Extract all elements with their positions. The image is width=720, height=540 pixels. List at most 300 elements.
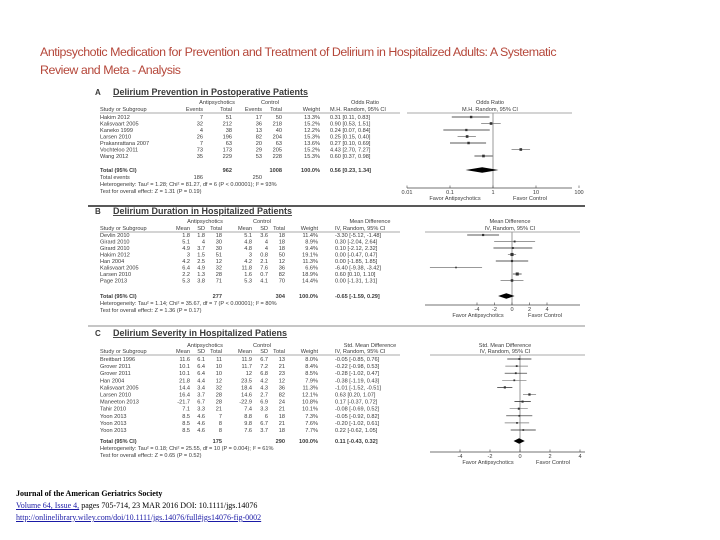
total-label: Total (95% CI) bbox=[100, 294, 137, 300]
study-cell: 70 bbox=[278, 278, 285, 285]
column-header: Total bbox=[270, 107, 282, 113]
column-header: SD bbox=[260, 226, 268, 232]
axis-tick-label: 0 bbox=[518, 454, 522, 460]
study-weight: 11.4% bbox=[302, 233, 318, 239]
study-cell: 4.8 bbox=[244, 239, 252, 246]
study-cell: 35 bbox=[196, 154, 203, 160]
axis-tick-label: 100 bbox=[574, 190, 584, 196]
study-cell: 6.7 bbox=[260, 357, 268, 363]
column-header-weight: Weight bbox=[302, 107, 320, 113]
panel-title: Delirium Duration in Hospitalized Patients bbox=[113, 206, 293, 216]
group-header: Control bbox=[252, 219, 272, 225]
study-weight: 7.9% bbox=[305, 378, 318, 385]
study-ci: 0.00 [-1.31, 1.31] bbox=[335, 278, 378, 285]
column-header: Events bbox=[244, 107, 262, 113]
study-row bbox=[100, 371, 527, 377]
study-cell: 4.2 bbox=[182, 259, 190, 265]
column-header: Mean bbox=[176, 226, 190, 232]
study-cell: 10 bbox=[215, 364, 222, 371]
study-cell: 6.9 bbox=[260, 399, 268, 406]
column-header-ci: IV, Random, 95% CI bbox=[335, 349, 386, 355]
study-ci: 0.60 [0.10, 1.10] bbox=[335, 272, 376, 278]
axis-tick-label: -4 bbox=[474, 307, 480, 313]
study-ci: -0.05 [-0.85, 0.76] bbox=[335, 357, 380, 363]
axis-tick-label: 4 bbox=[545, 307, 549, 313]
study-cell: 82 bbox=[278, 272, 285, 278]
study-ci: -3.30 [-5.12, -1.48] bbox=[335, 233, 382, 239]
study-weight: 15.3% bbox=[304, 154, 320, 160]
study-cell: 23.5 bbox=[241, 378, 252, 385]
study-cell: 7.1 bbox=[182, 406, 190, 413]
panel-letter: A bbox=[95, 88, 101, 97]
column-header-weight: Weight bbox=[300, 349, 318, 355]
study-row bbox=[100, 128, 490, 134]
study-name: Maneeton 2013 bbox=[100, 399, 139, 406]
point-estimate bbox=[518, 415, 520, 417]
study-name: Prakanrattana 2007 bbox=[100, 141, 150, 147]
study-cell: 8.5 bbox=[182, 413, 190, 420]
favor-right-label: Favor Control bbox=[528, 313, 562, 319]
study-name: Page 2013 bbox=[100, 278, 128, 285]
journal-name: Journal of the American Geriatrics Society bbox=[16, 489, 163, 498]
study-cell: 4 bbox=[201, 239, 205, 246]
study-name: Kalisvaart 2005 bbox=[100, 265, 139, 272]
group-header: Mean Difference bbox=[489, 219, 531, 225]
total-ci: 0.56 [0.23, 1.34] bbox=[330, 168, 372, 174]
column-header: Total bbox=[273, 349, 285, 355]
total-ci: -0.65 [-1.59, 0.29] bbox=[335, 294, 380, 300]
point-estimate bbox=[470, 116, 472, 118]
plot-header-ci: IV, Random, 95% CI bbox=[479, 349, 531, 355]
favor-right-label: Favor Control bbox=[513, 196, 547, 202]
study-ci: 0.25 [0.15, 0.40] bbox=[330, 134, 371, 141]
study-weight: 19.1% bbox=[302, 252, 318, 259]
study-cell: 4 bbox=[264, 239, 268, 246]
total-cell: 277 bbox=[212, 294, 222, 300]
study-row bbox=[100, 122, 501, 128]
study-cell: 8 bbox=[218, 420, 222, 427]
study-cell: 13 bbox=[255, 128, 262, 134]
study-cell: 73 bbox=[196, 147, 203, 154]
study-cell: 228 bbox=[272, 154, 282, 160]
study-cell: 173 bbox=[222, 147, 232, 154]
study-cell: 3 bbox=[186, 252, 190, 259]
study-weight: 8.4% bbox=[305, 364, 318, 371]
study-ci: -0.08 [-0.69, 0.52] bbox=[335, 406, 380, 413]
study-cell: 32 bbox=[215, 385, 222, 392]
study-cell: 32 bbox=[196, 121, 203, 128]
favor-left-label: Favor Antipsychotics bbox=[452, 313, 504, 319]
panel-title: Delirium Severity in Hospitalized Patiens bbox=[113, 328, 288, 338]
forest-panel-c bbox=[95, 328, 585, 466]
study-cell: 21 bbox=[215, 406, 222, 413]
study-weight: 7.3% bbox=[305, 413, 318, 420]
study-weight: 13.6% bbox=[304, 141, 320, 147]
study-cell: 10.1 bbox=[179, 371, 190, 378]
study-name: Han 2004 bbox=[100, 259, 125, 265]
group-header: Std. Mean Difference bbox=[343, 343, 397, 349]
study-row bbox=[100, 421, 529, 427]
study-ci: -0.05 [-0.92, 0.82] bbox=[335, 413, 380, 420]
study-cell: 4.1 bbox=[260, 278, 268, 285]
point-estimate bbox=[516, 272, 519, 275]
study-row bbox=[100, 357, 531, 363]
study-cell: 5.3 bbox=[182, 278, 190, 285]
study-cell: 21 bbox=[278, 420, 285, 427]
study-cell: 32 bbox=[215, 265, 222, 272]
study-cell: 51 bbox=[215, 252, 222, 259]
point-estimate bbox=[522, 401, 524, 403]
point-estimate bbox=[482, 234, 484, 236]
study-cell: 3.7 bbox=[260, 428, 268, 434]
study-cell: 1.8 bbox=[182, 233, 190, 239]
study-cell: 1.6 bbox=[244, 272, 252, 278]
point-estimate bbox=[528, 393, 530, 395]
axis-tick-label: 0.1 bbox=[446, 190, 454, 196]
study-cell: 12 bbox=[278, 378, 285, 385]
favor-left-label: Favor Antipsychotics bbox=[462, 460, 514, 466]
point-estimate bbox=[515, 372, 517, 374]
study-cell: 10.1 bbox=[179, 364, 190, 371]
point-estimate bbox=[504, 386, 506, 388]
study-weight: 7.7% bbox=[305, 428, 318, 434]
figure-url-link[interactable]: http://onlinelibrary.wiley.com/doi/10.1111/jgs.14076/full#jgs14076-fig-0002 bbox=[16, 513, 262, 522]
study-weight: 9.4% bbox=[305, 246, 318, 252]
volume-issue-link[interactable]: Volume 64, Issue 4, bbox=[16, 501, 80, 510]
study-row bbox=[100, 385, 512, 391]
study-row bbox=[100, 115, 490, 121]
study-cell: 17 bbox=[255, 115, 262, 121]
study-cell: 11.7 bbox=[241, 364, 252, 371]
study-name: Vochteloo 2011 bbox=[100, 147, 139, 154]
study-cell: 218 bbox=[272, 121, 282, 128]
study-cell: 2.2 bbox=[182, 272, 190, 278]
study-ci: 0.00 [-0.47, 0.47] bbox=[335, 252, 378, 259]
study-cell: 3.8 bbox=[197, 278, 205, 285]
column-header: SD bbox=[260, 349, 268, 355]
total-events-label: Total events bbox=[100, 175, 130, 181]
study-cell: 229 bbox=[222, 154, 232, 160]
study-name: Han 2004 bbox=[100, 378, 125, 385]
study-cell: 4.6 bbox=[197, 428, 205, 434]
column-header: Total bbox=[210, 226, 222, 232]
study-cell: 6.1 bbox=[197, 357, 205, 363]
column-header-ci: IV, Random, 95% CI bbox=[335, 226, 386, 232]
column-header: SD bbox=[197, 349, 205, 355]
group-header: Antipsychotics bbox=[187, 343, 223, 349]
study-cell: 82 bbox=[278, 392, 285, 399]
study-cell: 21 bbox=[278, 406, 285, 413]
study-ci: 0.27 [0.10, 0.69] bbox=[330, 141, 371, 147]
study-cell: 212 bbox=[222, 121, 232, 128]
column-header: Total bbox=[273, 226, 285, 232]
group-header: Antipsychotics bbox=[199, 100, 235, 106]
study-cell: 28 bbox=[215, 399, 222, 406]
study-ci: 0.90 [0.53, 1.51] bbox=[330, 121, 371, 128]
point-estimate bbox=[465, 129, 467, 131]
axis-tick-label: -4 bbox=[457, 454, 463, 460]
study-cell: 6.7 bbox=[260, 420, 268, 427]
study-name: Yoon 2013 bbox=[100, 413, 127, 420]
point-estimate bbox=[467, 142, 469, 144]
study-ci: 4.43 [2.70, 7.27] bbox=[330, 147, 371, 154]
citation-line bbox=[16, 501, 257, 510]
column-header-weight: Weight bbox=[300, 226, 318, 232]
study-cell: 63 bbox=[225, 141, 232, 147]
study-cell: 7 bbox=[199, 141, 203, 147]
study-cell: 8 bbox=[218, 428, 222, 434]
study-ci: 0.10 [-2.12, 2.32] bbox=[335, 246, 378, 252]
study-row bbox=[100, 246, 532, 252]
overall-effect-text: Test for overall effect: Z = 1.31 (P = 0.19) bbox=[100, 189, 202, 195]
study-row bbox=[100, 135, 476, 141]
study-cell: 205 bbox=[272, 147, 282, 154]
study-cell: 3.7 bbox=[197, 246, 205, 252]
study-weight: 7.6% bbox=[305, 420, 318, 427]
study-cell: 8.5 bbox=[182, 420, 190, 427]
study-cell: 53 bbox=[255, 154, 262, 160]
study-cell: 7.4 bbox=[244, 406, 252, 413]
study-row bbox=[100, 253, 516, 259]
study-weight: 11.3% bbox=[302, 385, 318, 392]
study-cell: 196 bbox=[222, 134, 232, 141]
study-cell: 18 bbox=[278, 246, 285, 252]
column-header-study: Study or Subgroup bbox=[100, 349, 147, 355]
study-name: Yoon 2013 bbox=[100, 420, 127, 427]
column-header-ci: M.H. Random, 95% CI bbox=[330, 107, 386, 113]
point-estimate bbox=[512, 247, 514, 249]
study-ci: 0.17 [-0.37, 0.72] bbox=[335, 399, 378, 406]
study-cell: 3.6 bbox=[260, 233, 268, 239]
study-cell: 3.3 bbox=[260, 406, 268, 413]
study-cell: 12 bbox=[215, 378, 222, 385]
study-cell: 14.4 bbox=[179, 385, 190, 392]
panel-letter: C bbox=[95, 329, 101, 338]
study-name: Larsen 2010 bbox=[100, 392, 132, 399]
study-cell: 7.6 bbox=[260, 265, 268, 272]
study-cell: 63 bbox=[275, 141, 282, 147]
study-cell: 11 bbox=[216, 357, 222, 363]
study-cell: 4.9 bbox=[182, 246, 190, 252]
study-weight: 12.1% bbox=[302, 392, 318, 399]
study-cell: 18 bbox=[278, 233, 285, 239]
study-cell: 5.1 bbox=[182, 239, 190, 246]
study-weight: 15.2% bbox=[304, 121, 320, 128]
study-name: Yoon 2013 bbox=[100, 428, 127, 434]
study-cell: 20 bbox=[255, 141, 262, 147]
axis-tick-label: -2 bbox=[487, 454, 493, 460]
study-cell: 71 bbox=[215, 278, 222, 285]
total-label: Total (95% CI) bbox=[100, 439, 137, 445]
group-header: Antipsychotics bbox=[187, 219, 223, 225]
study-cell: 4 bbox=[264, 246, 268, 252]
point-estimate bbox=[519, 148, 522, 151]
axis-tick-label: 0 bbox=[510, 307, 514, 313]
group-header: Control bbox=[260, 100, 280, 106]
study-cell: 26 bbox=[196, 134, 203, 141]
overall-effect-text: Test for overall effect: Z = 1.36 (P = 0.17) bbox=[100, 308, 202, 314]
study-cell: 2.7 bbox=[260, 392, 268, 399]
study-cell: 6.8 bbox=[260, 371, 268, 378]
study-cell: 6.4 bbox=[197, 364, 205, 371]
study-cell: 36 bbox=[278, 385, 285, 392]
total-cell: 1008 bbox=[269, 168, 282, 174]
study-row bbox=[100, 233, 499, 239]
study-row bbox=[100, 400, 531, 406]
study-row bbox=[100, 259, 528, 265]
column-header: Mean bbox=[238, 349, 252, 355]
study-row bbox=[100, 364, 528, 370]
group-header: Mean Difference bbox=[349, 219, 391, 225]
heterogeneity-text: Heterogeneity: Tau² = 0.18; Chi² = 25.55, df = 10 (P = 0.004); I² = 61% bbox=[100, 446, 274, 452]
study-name: Grover 2011 bbox=[100, 364, 131, 371]
study-name: Larsen 2010 bbox=[100, 134, 132, 141]
axis-tick-label: 4 bbox=[578, 454, 582, 460]
study-cell: 24 bbox=[278, 399, 285, 406]
study-weight: 18.9% bbox=[302, 272, 318, 278]
study-weight: 14.4% bbox=[302, 278, 318, 285]
total-cell: 962 bbox=[222, 168, 232, 174]
study-cell: 18 bbox=[215, 233, 222, 239]
total-ci: 0.11 [-0.43, 0.32] bbox=[335, 439, 378, 445]
study-cell: 36 bbox=[278, 265, 285, 272]
study-cell: 4.3 bbox=[260, 385, 268, 392]
point-estimate bbox=[513, 379, 515, 381]
study-weight: 6.6% bbox=[305, 265, 318, 272]
point-estimate bbox=[511, 260, 513, 262]
study-name: Grover 2011 bbox=[100, 371, 131, 378]
study-row bbox=[100, 414, 532, 420]
study-row bbox=[100, 148, 530, 154]
study-cell: 11.6 bbox=[179, 357, 190, 363]
study-cell: 10 bbox=[215, 371, 222, 378]
panel-title: Delirium Prevention in Postoperative Patients bbox=[113, 87, 309, 97]
point-estimate bbox=[518, 358, 520, 360]
axis-tick-label: 1 bbox=[491, 190, 495, 196]
study-name: Girard 2010 bbox=[100, 246, 130, 252]
study-cell: 3 bbox=[248, 252, 252, 259]
study-cell: 7.2 bbox=[260, 364, 268, 371]
study-cell: 7 bbox=[218, 413, 222, 420]
point-estimate bbox=[522, 429, 524, 431]
study-cell: 16.4 bbox=[179, 392, 190, 399]
study-cell: 4.4 bbox=[197, 378, 205, 385]
study-cell: 38 bbox=[225, 128, 232, 134]
study-weight: 8.0% bbox=[305, 357, 318, 363]
slide-title-line-2: Review and Meta - Analysis bbox=[40, 63, 181, 77]
study-cell: 6.7 bbox=[197, 399, 205, 406]
study-cell: 6.4 bbox=[197, 371, 205, 378]
overall-effect-text: Test for overall effect: Z = 0.65 (P = 0.52) bbox=[100, 453, 202, 459]
study-ci: -6.40 [-9.38, -3.42] bbox=[335, 265, 382, 272]
study-weight: 15.2% bbox=[304, 147, 320, 154]
column-header: Events bbox=[185, 107, 203, 113]
total-label: Total (95% CI) bbox=[100, 168, 137, 174]
study-cell: 21.8 bbox=[179, 378, 190, 385]
study-cell: 11.8 bbox=[241, 265, 252, 272]
total-cell: 304 bbox=[275, 294, 285, 300]
pooled-estimate-diamond bbox=[466, 167, 499, 173]
study-cell: 18 bbox=[278, 413, 285, 420]
study-cell: 12 bbox=[245, 371, 252, 378]
study-name: Wang 2012 bbox=[100, 154, 129, 160]
study-name: Kalisvaart 2005 bbox=[100, 121, 139, 128]
study-cell: 4.2 bbox=[260, 378, 268, 385]
study-weight: 15.3% bbox=[304, 134, 320, 141]
total-cell: 290 bbox=[275, 439, 285, 445]
study-cell: 30 bbox=[215, 239, 222, 246]
group-header: Odds Ratio bbox=[476, 100, 504, 106]
study-cell: 40 bbox=[275, 128, 282, 134]
plot-header-ci: IV, Random, 95% CI bbox=[484, 226, 536, 232]
study-cell: 82 bbox=[255, 134, 262, 141]
column-header: Total bbox=[220, 107, 232, 113]
study-ci: -1.01 [-1.52, -0.51] bbox=[335, 385, 382, 392]
study-row bbox=[100, 154, 493, 160]
study-cell: 0.8 bbox=[260, 252, 268, 259]
study-cell: 3.7 bbox=[197, 392, 205, 399]
study-cell: 18 bbox=[278, 428, 285, 434]
study-row bbox=[100, 279, 523, 285]
total-weight: 100.0% bbox=[299, 439, 318, 445]
study-ci: -0.22 [-0.98, 0.53] bbox=[335, 364, 380, 371]
study-name: Hakim 2012 bbox=[100, 115, 130, 121]
heterogeneity-text: Heterogeneity: Tau² = 1.14; Chi² = 35.67, df = 7 (P < 0.00001); I² = 80% bbox=[100, 301, 277, 307]
point-estimate bbox=[455, 267, 457, 269]
study-weight: 10.1% bbox=[302, 406, 318, 413]
study-name: Kalisvaart 2005 bbox=[100, 385, 139, 392]
point-estimate bbox=[516, 422, 518, 424]
study-cell: 4.9 bbox=[197, 265, 205, 272]
point-estimate bbox=[511, 279, 514, 282]
study-ci: 0.22 [-0.62, 1.05] bbox=[335, 428, 378, 434]
total-weight: 100.0% bbox=[301, 168, 320, 174]
column-header: Mean bbox=[238, 226, 252, 232]
study-cell: 0.7 bbox=[260, 272, 268, 278]
study-weight: 13.3% bbox=[304, 115, 320, 121]
citation-text: pages 705-714, 23 MAR 2016 DOI: 10.1111/jgs.14076 bbox=[79, 501, 258, 510]
study-cell: 13 bbox=[278, 357, 285, 363]
study-cell: 50 bbox=[275, 115, 282, 121]
study-cell: 12 bbox=[278, 259, 285, 265]
axis-tick-label: 10 bbox=[532, 190, 540, 196]
study-cell: 1.3 bbox=[197, 272, 205, 278]
forest-panel-b bbox=[95, 206, 580, 319]
study-name: Breitbart 1996 bbox=[100, 357, 136, 363]
study-ci: 0.31 [0.11, 0.83] bbox=[330, 115, 371, 121]
point-estimate bbox=[518, 408, 520, 410]
study-row bbox=[100, 428, 536, 434]
study-cell: 8.8 bbox=[244, 413, 252, 420]
study-cell: 14.6 bbox=[241, 392, 252, 399]
point-estimate bbox=[514, 241, 516, 243]
study-row bbox=[100, 272, 522, 278]
study-cell: 6 bbox=[264, 413, 268, 420]
column-header: Total bbox=[210, 349, 222, 355]
study-cell: 18.4 bbox=[241, 385, 252, 392]
study-cell: 7.6 bbox=[244, 428, 252, 434]
study-row bbox=[100, 393, 536, 399]
study-cell: 2.1 bbox=[260, 259, 268, 265]
study-cell: 28 bbox=[215, 272, 222, 278]
group-header: Odds Ratio bbox=[351, 100, 379, 106]
column-header: SD bbox=[197, 226, 205, 232]
study-cell: 5.3 bbox=[244, 278, 252, 285]
study-name: Kaneko 1999 bbox=[100, 128, 133, 134]
study-cell: 3.4 bbox=[197, 385, 205, 392]
total-weight: 100.0% bbox=[299, 294, 318, 300]
study-cell: 4.6 bbox=[197, 420, 205, 427]
